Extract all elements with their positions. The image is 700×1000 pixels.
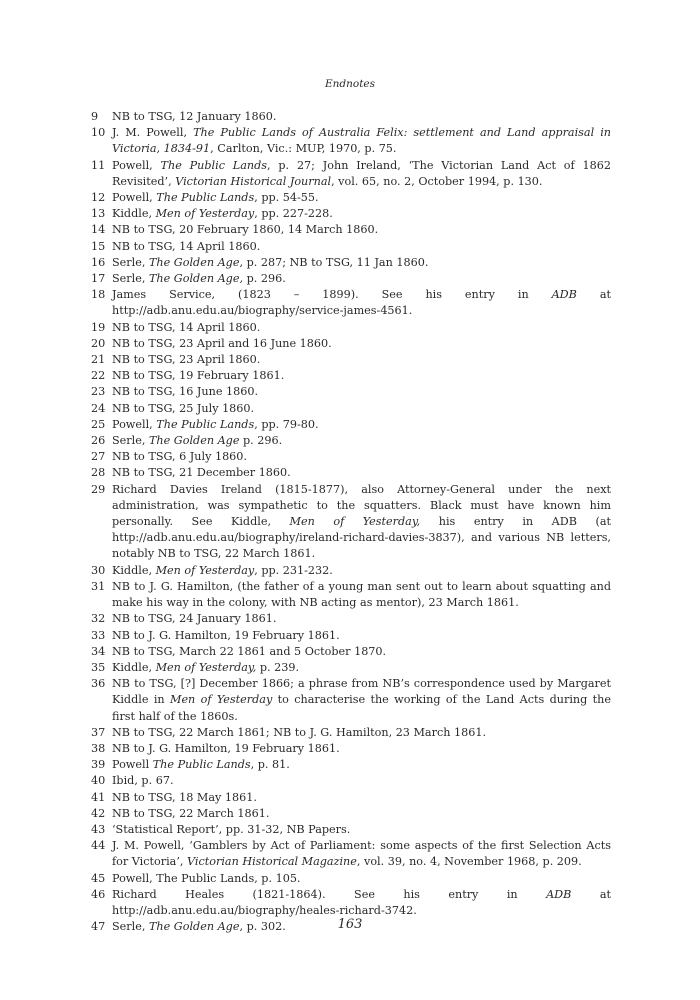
endnote <box>91 644 611 660</box>
endnote-text <box>112 790 611 806</box>
text-segment: NB to TSG, 19 February 1861. <box>112 369 285 383</box>
endnote-number: 16 <box>91 255 106 269</box>
endnote <box>91 158 611 190</box>
text-segment: to characterise the working of the Land Acts during the first half of the 1860s. <box>112 693 611 723</box>
text-segment: NB to TSG, 22 March 1861. <box>112 806 270 820</box>
text-segment: Richard Davies Ireland (1815-1877), also Attorney-General under the next administration, was sympathetic to the squatters. Black must have known him personally. See Kiddle, <box>112 482 611 529</box>
text-segment: , vol. 39, no. 4, November 1968, p. 209. <box>356 855 582 869</box>
text-segment: , Carlton, Vic.: MUP, 1970, p. 75. <box>210 142 397 156</box>
endnote-text <box>112 384 611 400</box>
text-segment: p. 239. <box>256 660 300 674</box>
endnote-number: 28 <box>91 466 106 480</box>
endnote <box>91 757 611 773</box>
italic-title: ADB <box>546 887 572 901</box>
endnote-text <box>112 563 611 579</box>
endnote-text <box>112 465 611 481</box>
text-segment: Serle, <box>112 255 149 269</box>
endnote-number: 46 <box>91 887 106 901</box>
endnote-number: 26 <box>91 434 106 448</box>
endnote-text <box>112 579 611 611</box>
italic-title: The Public Lands <box>160 158 268 172</box>
endnote-text <box>112 433 611 449</box>
italic-title: Men of Yesterday <box>155 563 255 577</box>
text-segment: NB to TSG, 22 March 1861; NB to J. G. Hamilton, 23 March 1861. <box>112 725 487 739</box>
endnote-text <box>112 611 611 627</box>
endnote-text <box>112 628 611 644</box>
endnote-number: 21 <box>91 353 106 367</box>
endnote-text <box>112 887 611 919</box>
text-segment: NB to TSG, 12 January 1860. <box>112 110 277 123</box>
endnote-text <box>112 336 611 352</box>
endnote-number: 41 <box>91 790 106 804</box>
endnote-number: 37 <box>91 725 106 739</box>
endnote-text <box>112 206 611 222</box>
text-segment: Richard Heales (1821-1864). See his entry in <box>112 887 547 901</box>
text-segment: Kiddle, <box>112 660 156 674</box>
text-segment: p. 296. <box>243 272 286 286</box>
text-segment: J. M. Powell, <box>112 126 194 140</box>
endnote-text <box>112 287 611 319</box>
endnote-number: 29 <box>91 482 106 496</box>
text-segment: , pp. 227-228. <box>254 207 333 221</box>
italic-title: The Golden Age <box>148 920 240 934</box>
endnote <box>91 676 611 725</box>
endnote-text <box>112 741 611 757</box>
text-segment: Kiddle, <box>112 207 156 221</box>
endnote <box>91 482 611 563</box>
endnote-number: 12 <box>91 191 106 205</box>
endnote-number: 14 <box>91 223 106 237</box>
endnote <box>91 320 611 336</box>
endnote-number: 23 <box>91 385 106 399</box>
endnote-text <box>112 255 611 271</box>
endnote-number: 25 <box>91 417 106 431</box>
text-segment: NB to TSG, 18 May 1861. <box>112 790 257 804</box>
endnote-text <box>112 271 611 287</box>
text-segment: , p. 81. <box>250 758 290 772</box>
endnote <box>91 368 611 384</box>
text-segment: NB to TSG, 6 July 1860. <box>112 450 247 464</box>
endnote-number: 22 <box>91 369 106 383</box>
endnote <box>91 660 611 676</box>
endnote-number: 9 <box>91 110 99 123</box>
endnote-number: 13 <box>91 207 106 221</box>
italic-title: The Public Lands <box>152 758 251 772</box>
text-segment: NB to TSG, 23 April and 16 June 1860. <box>112 336 332 350</box>
endnote-text <box>112 352 611 368</box>
text-segment: Kiddle, <box>112 563 156 577</box>
endnote <box>91 806 611 822</box>
text-segment: , pp. 231-232. <box>254 563 333 577</box>
italic-title: Victorian Historical Magazine <box>187 855 357 869</box>
endnote-number: 40 <box>91 774 106 788</box>
endnote-number: 42 <box>91 806 106 820</box>
text-segment: NB to J. G. Hamilton, 19 February 1861. <box>112 628 340 642</box>
text-segment: p. 296. <box>239 434 283 448</box>
endnote <box>91 628 611 644</box>
endnote <box>91 838 611 870</box>
text-segment: Powell, The Public Lands, p. 105. <box>112 871 301 885</box>
text-segment: , p. 302. <box>239 920 286 934</box>
endnote-number: 19 <box>91 320 106 334</box>
endnote <box>91 271 611 287</box>
text-segment: , p. 27; John Ireland, ‘The Victorian Land Act of 1862 Revisited’, <box>112 158 611 188</box>
endnote-number: 15 <box>91 239 106 253</box>
endnote <box>91 449 611 465</box>
endnote-number: 10 <box>91 126 106 140</box>
italic-title: ADB <box>551 288 577 302</box>
text-segment: Serle, <box>112 920 149 934</box>
endnote <box>91 401 611 417</box>
endnote-text <box>112 725 611 741</box>
text-segment: NB to TSG, 25 July 1860. <box>112 401 255 415</box>
endnote <box>91 563 611 579</box>
text-segment: Powell, <box>112 417 157 431</box>
text-segment: J. M. Powell, ‘Gamblers by Act of Parliament: some aspects of the first Selection Acts for Victoria’, <box>112 839 611 869</box>
text-segment: , p. 287; NB to TSG, 11 Jan 1860. <box>239 255 429 269</box>
italic-title: The Public Lands <box>156 417 255 431</box>
endnote-text <box>112 660 611 676</box>
endnote-text <box>112 320 611 336</box>
endnote <box>91 336 611 352</box>
text-segment: at http://adb.anu.edu.au/biography/heales-richard-3742. <box>112 887 611 917</box>
endnote-number: 47 <box>91 920 106 934</box>
endnote-text <box>112 838 611 870</box>
text-segment: NB to TSG, 24 January 1861. <box>112 612 277 626</box>
endnote-number: 43 <box>91 822 106 836</box>
text-segment: , vol. 65, no. 2, October 1994, p. 130. <box>331 174 543 188</box>
endnote-number: 36 <box>91 677 106 691</box>
endnote <box>91 352 611 368</box>
endnote-text <box>112 125 611 157</box>
endnote-text <box>112 158 611 190</box>
endnote <box>91 871 611 887</box>
endnote-number: 39 <box>91 758 106 772</box>
endnote-number: 32 <box>91 612 106 626</box>
italic-title: The Golden Age <box>148 434 240 448</box>
endnote <box>91 465 611 481</box>
endnote-text <box>112 773 611 789</box>
text-segment: James Service, (1823 – 1899). See his entry in <box>112 288 552 302</box>
endnote-number: 17 <box>91 272 106 286</box>
endnote-number: 31 <box>91 579 106 593</box>
text-segment: ‘Statistical Report’, pp. 31-32, NB Papers. <box>112 822 351 836</box>
endnote-text <box>112 757 611 773</box>
italic-title: Men of Yesterday <box>169 693 273 707</box>
endnote <box>91 255 611 271</box>
italic-title: Men of Yesterday, <box>155 660 257 674</box>
endnote-text <box>112 482 611 563</box>
endnote-number: 20 <box>91 336 106 350</box>
endnote <box>91 887 611 919</box>
endnotes-list <box>91 109 611 935</box>
running-head: Endnotes <box>324 78 376 90</box>
text-segment: NB to TSG, 16 June 1860. <box>112 385 259 399</box>
italic-title: Men of Yesterday <box>155 207 255 221</box>
italic-title: The Golden Age, <box>148 272 244 286</box>
endnote <box>91 287 611 319</box>
endnote-number: 18 <box>91 288 106 302</box>
text-segment: NB to TSG, [?] December 1866; a phrase from NB’s correspondence used by Margaret Kiddle in <box>112 677 611 707</box>
text-segment: NB to TSG, 23 April 1860. <box>112 353 261 367</box>
endnote-text <box>112 871 611 887</box>
text-segment: Powell <box>112 758 153 772</box>
endnote <box>91 109 611 125</box>
endnote-number: 38 <box>91 741 106 755</box>
endnote-number: 44 <box>91 839 106 853</box>
text-segment: his entry in ADB (at http://adb.anu.edu.au/biography/ireland-richard-davies-3837), and various NB letters, notably NB to TSG, 22 March 1861. <box>112 515 611 561</box>
text-segment: NB to TSG, 14 April 1860. <box>112 239 261 253</box>
endnote-text <box>112 676 611 725</box>
text-segment: at http://adb.anu.edu.au/biography/service-james-4561. <box>112 288 611 318</box>
endnote-number: 34 <box>91 644 106 658</box>
endnote <box>91 790 611 806</box>
text-segment: NB to TSG, 20 February 1860, 14 March 1860. <box>112 223 379 237</box>
endnote <box>91 190 611 206</box>
endnote-text <box>112 401 611 417</box>
text-segment: , pp. 79-80. <box>254 417 319 431</box>
endnote-number: 30 <box>91 563 106 577</box>
endnote-text <box>112 449 611 465</box>
endnote-text <box>112 806 611 822</box>
text-segment: NB to J. G. Hamilton, 19 February 1861. <box>112 741 340 755</box>
endnote <box>91 611 611 627</box>
endnote-text <box>112 368 611 384</box>
text-segment: , pp. 54-55. <box>254 191 319 205</box>
endnote-number: 35 <box>91 660 106 674</box>
text-segment: Ibid, p. 67. <box>112 774 174 788</box>
endnote-number: 24 <box>91 401 106 415</box>
endnote <box>91 725 611 741</box>
endnote-number: 33 <box>91 628 106 642</box>
endnote-number: 11 <box>91 158 106 172</box>
endnote <box>91 579 611 611</box>
text-segment: Powell, <box>112 191 157 205</box>
endnote <box>91 125 611 157</box>
italic-title: The Golden Age <box>148 255 240 269</box>
endnote-text <box>112 822 611 838</box>
endnote <box>91 206 611 222</box>
endnote <box>91 773 611 789</box>
endnote-text <box>112 222 611 238</box>
endnote <box>91 433 611 449</box>
endnote <box>91 384 611 400</box>
endnote-text <box>112 644 611 660</box>
page-number: 163 <box>337 917 363 932</box>
text-segment: Serle, <box>112 272 149 286</box>
text-segment: NB to TSG, 14 April 1860. <box>112 320 261 334</box>
endnote-text <box>112 239 611 255</box>
endnote <box>91 239 611 255</box>
endnote-number: 27 <box>91 450 106 464</box>
text-segment: NB to TSG, March 22 1861 and 5 October 1870. <box>112 644 387 658</box>
italic-title: Men of Yesterday, <box>289 515 421 529</box>
endnote <box>91 222 611 238</box>
endnote-text <box>112 190 611 206</box>
endnote-text <box>112 417 611 433</box>
text-segment: NB to J. G. Hamilton, (the father of a young man sent out to learn about squatting and make his way in the colony, with NB acting as mentor), 23 March 1861. <box>112 579 611 610</box>
endnote <box>91 417 611 433</box>
italic-title: The Public Lands <box>156 191 255 205</box>
text-segment: Powell, <box>112 158 161 172</box>
endnote <box>91 741 611 757</box>
italic-title: The Public Lands of Australia Felix: settlement and Land appraisal in Victoria, 1834-91 <box>112 126 611 156</box>
endnote-number: 45 <box>91 871 106 885</box>
endnote <box>91 822 611 838</box>
text-segment: Serle, <box>112 434 149 448</box>
text-segment: NB to TSG, 21 December 1860. <box>112 466 291 480</box>
italic-title: Victorian Historical Journal <box>175 174 332 188</box>
endnote-text <box>112 109 611 125</box>
